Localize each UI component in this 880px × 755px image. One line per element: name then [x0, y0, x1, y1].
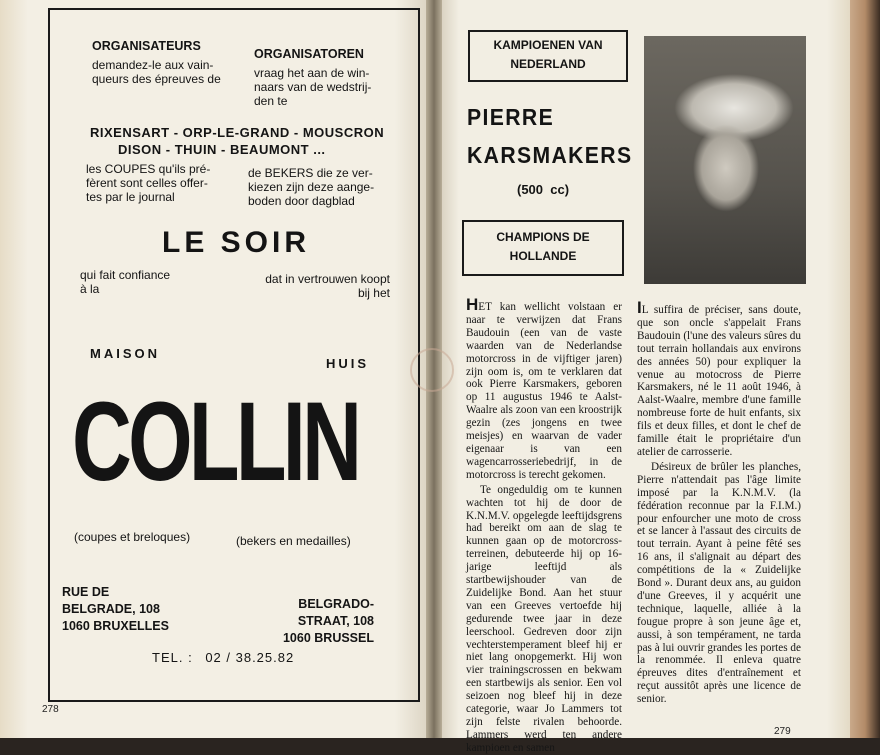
engine-class: (500 cc): [517, 182, 570, 197]
dutch-paragraph-2: Te ongeduldig om te kunnen wachten tot hij de door de K.N.M.V. opgelegde leeftijdsgrens had bereikt om aan de slag te kunnen gaan op de motorcross-terreinen, debuteerde hij op 16-jarige leeftijd als startbewijshouder van de Zuidelijke Bond. Aan het stuur van een Greeves vertoefde hij gedurende twee jaar in deze leerschool. Gedreven door zijn vechterstemperament bleef hij er niet lang onopgemerkt. Hij won vier trainingscrossen en bekwam een startbewijs als senior. Een vol seizoen nog bleef hij in deze categorie, waar Jo Lammers tot zijn felste rivalen behoorde. Lammers werd ten andere kampioen en samen: [466, 483, 622, 754]
brand-collin: COLLIN: [72, 379, 359, 504]
portrait-photo: [644, 36, 806, 284]
address-nl: BELGRADO- STRAAT, 108 1060 BRUSSEL: [282, 597, 374, 645]
maison-label: MAISON: [90, 346, 160, 361]
address-fr: RUE DE BELGRADE, 108 1060 BRUXELLES: [62, 585, 169, 633]
bekers-medailles: (bekers en medailles): [236, 534, 351, 548]
label-kampioenen: KAMPIOENEN VAN NEDERLAND: [468, 30, 628, 82]
telephone-label: TEL. :: [152, 650, 193, 665]
french-paragraph-2: Désireux de brûler les planches, Pierre n'attendait pas l'âge limite imposé par la K.N.M.V. (la fédération reconnue par la F.I.M.) pour enfourcher une moto de cross et se lancer à l'assaut des circuits de tout terrain. Ayant à peine fêté ses 16 ans, il s'alignait au départ des compétitions de la « Zuidelijke Bond ». Durant deux ans, au guidon d'une Greeves, il y acquérit une technique, laquelle, alliée à la fougue propre à son jeune âge et, aussi, à son tempérament, ne tarda pas à lui ouvrir grandes les portes de la renommée. Il enleva quatre épreuves dites d'entraînement et reçut aussitôt après une licence de senior.: [637, 460, 801, 706]
coupes-breloques: (coupes et breloques): [74, 530, 191, 544]
telephone-number: 02 / 38.25.82: [205, 650, 295, 665]
headline-last-name: KARSMAKERS: [467, 142, 633, 168]
headline-first-name: PIERRE: [467, 104, 555, 130]
bekers-nl-text: de BEKERS die ze ver- kiezen zijn deze aange- boden door dagblad: [248, 166, 375, 208]
cities-line-1: RIXENSART - ORP-LE-GRAND - MOUSCRON: [90, 125, 385, 140]
page-edge: [850, 0, 880, 738]
dropcap-french: I: [637, 298, 642, 317]
confiance-fr-text: qui fait confiance à la: [80, 268, 171, 296]
newspaper-logo: LE SOIR: [162, 226, 311, 259]
cities-line-2: DISON - THUIN - BEAUMONT ...: [118, 142, 326, 157]
org-fr-title: ORGANISATEURS: [92, 39, 201, 53]
org-nl-text: vraag het aan de win- naars van de wedstrij- den te: [254, 66, 372, 108]
vertrouwen-nl-text: dat in vertrouwen koopt bij het: [265, 272, 390, 300]
page-number-left: 278: [42, 704, 59, 715]
dropcap-dutch: H: [466, 295, 479, 314]
article-column-french: [637, 298, 801, 706]
org-nl-title: ORGANISATOREN: [254, 47, 364, 61]
telephone: [152, 650, 294, 665]
coupes-fr-text: les COUPES qu'ils pré- fèrent sont celles offer- tes par le journal: [86, 162, 211, 204]
dutch-paragraph-1: ET kan wellicht volstaan er naar te verwijzen dat Frans Baudouin (een van de vaste waarden van de Nederlandse motorcross in de vijftiger jaren) zijn oom is, om te verklaren dat ook Pierre Karsmakers, geboren op 11 augustus 1946 te Aalst-Waalre als zoon van een kroostrijk gezin (zes jongens en twee meisjes) en waarvan de vader eigenaar is van een wagencarrosseriebedrijf, in de motorcross is terecht gekomen.: [466, 301, 622, 481]
page-number-right: 279: [774, 726, 791, 737]
french-paragraph-1: L suffira de préciser, sans doute, que son oncle s'appelait Frans Baudouin (l'une des valeurs sûres du tout terrain hollandais aux environs des années 50) pour expliquer la venue au motocross de Pierre Karsmakers, né le 11 août 1946, à Aalst-Waalre, membre d'une famille nombreuse forte de huit enfants, six fils et deux filles, et dont le chef de famille était le propriétaire d'un atelier de carrosserie.: [637, 304, 801, 458]
label-champions: CHAMPIONS DE HOLLANDE: [462, 220, 624, 276]
library-stamp: [410, 348, 454, 392]
org-fr-text: demandez-le aux vain- queurs des épreuves de: [92, 58, 221, 86]
article-column-dutch: [466, 295, 622, 755]
huis-label: HUIS: [326, 356, 370, 371]
